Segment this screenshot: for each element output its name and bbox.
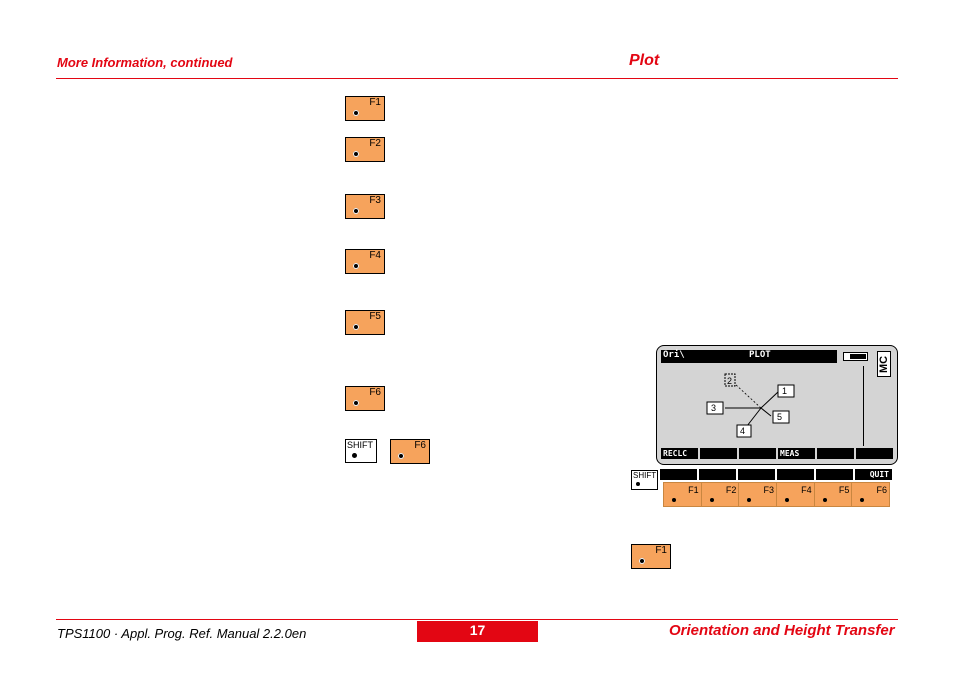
softkey-5[interactable] [817,448,854,459]
plot-area [657,346,897,464]
key-dot-icon [398,453,404,459]
f1-key[interactable] [345,96,385,121]
shift-softkey-1[interactable] [660,469,697,480]
softkey-quit[interactable]: QUIT [855,469,892,480]
section-title: Plot [629,52,660,69]
key-label: F3 [369,195,381,206]
shift-softkey-3[interactable] [738,469,775,480]
key-label: F5 [369,311,381,322]
keypad-f2[interactable] [702,483,740,506]
key-dot-icon [672,498,676,502]
f5-key[interactable] [345,310,385,335]
key-dot-icon [353,400,359,406]
softkey-meas[interactable]: MEAS [778,448,815,459]
key-dot-icon [353,263,359,269]
key-label: F1 [688,485,699,495]
header-rule [56,78,898,79]
key-label: F5 [838,485,850,495]
mode-badge: MC [877,351,891,377]
softkey-6[interactable] [856,448,893,459]
section-header: More Information, continued [57,55,233,70]
footer-chapter-title: Orientation and Height Transfer [669,622,895,639]
keypad-f4[interactable] [777,483,815,506]
key-label: F2 [725,485,737,495]
point-label: 2 [727,376,733,386]
instrument-display [656,345,898,465]
key-label: F6 [876,485,888,495]
key-dot-icon [353,324,359,330]
point-marker [725,374,735,386]
bottom-f1-key[interactable] [631,544,671,569]
key-dot-icon [636,482,640,486]
point-label: 1 [782,386,788,396]
point-marker [707,402,723,414]
key-dot-icon [785,498,789,502]
key-label: F6 [414,440,426,451]
page-number: 17 [417,621,538,642]
key-dot-icon [353,208,359,214]
f4-key[interactable] [345,249,385,274]
shift-softkey-4[interactable] [777,469,814,480]
key-label: F4 [369,250,381,261]
line-to-1 [761,392,778,408]
line-to-4 [747,408,761,426]
key-label: F1 [369,97,381,108]
shift-label: SHIFT [633,471,657,480]
key-label: F1 [655,545,667,556]
key-label: F2 [369,138,381,149]
shift-softkey-2[interactable] [699,469,736,480]
f2-key[interactable] [345,137,385,162]
shift-key[interactable] [345,439,377,463]
point-label: 3 [711,403,717,413]
key-dot-icon [860,498,864,502]
footer-rule [56,619,898,620]
softkey-bar [661,448,893,459]
shift-softkey-bar [660,469,892,480]
keypad-function-row [663,482,890,507]
point-marker [778,385,794,397]
f6-key[interactable] [345,386,385,411]
key-label: F4 [801,485,812,495]
key-dot-icon [710,498,714,502]
f3-key[interactable] [345,194,385,219]
point-marker [737,425,751,437]
keypad-f5[interactable] [815,483,853,506]
key-dot-icon [823,498,827,502]
point-marker [773,411,789,423]
keypad-f6[interactable] [852,483,889,506]
display-title-left: Ori\ [663,350,685,360]
softkey-reclc[interactable]: RECLC [661,448,698,459]
key-dot-icon [639,558,645,564]
footer-manual-title: TPS1100 · Appl. Prog. Ref. Manual 2.2.0en [57,626,307,641]
keypad-shift-key[interactable] [631,470,658,490]
shift-f6-key[interactable] [390,439,430,464]
keypad-f1[interactable] [664,483,702,506]
softkey-2[interactable] [700,448,737,459]
key-dot-icon [747,498,751,502]
dashed-line [735,384,761,408]
point-label: 4 [740,426,746,436]
point-label: 5 [777,412,783,422]
shift-softkey-5[interactable] [816,469,853,480]
key-dot-icon [353,151,359,157]
shift-label: SHIFT [347,440,373,450]
display-title: PLOT [749,350,771,360]
key-label: F3 [763,485,775,495]
key-dot-icon [353,110,359,116]
key-label: F6 [369,387,381,398]
keypad-f3[interactable] [739,483,777,506]
softkey-3[interactable] [739,448,776,459]
line-to-5 [761,408,771,416]
key-dot-icon [352,453,357,458]
